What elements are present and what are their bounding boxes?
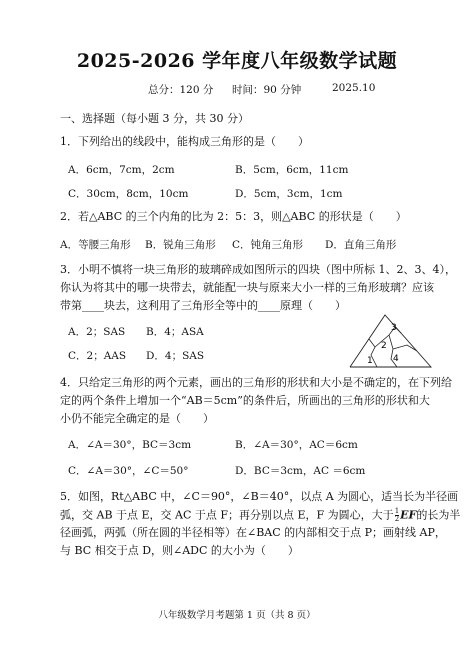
section-heading: 一、选择题（每小题 3 分，共 30 分） — [60, 112, 249, 125]
q2-option-c: C．钝角三角形 — [232, 239, 304, 251]
fig-label-4: 4 — [393, 354, 399, 364]
fraction-denominator: 2 — [394, 515, 400, 523]
q3-option-b: B．4；ASA — [146, 326, 204, 338]
fig-label-3: 3 — [391, 323, 397, 333]
q4-option-a: A．∠A＝30°，BC＝3cm — [68, 439, 192, 451]
fig-label-1: 1 — [367, 356, 373, 366]
q2-option-a: A．等腰三角形 — [60, 239, 131, 251]
q5-line2-start: 弧，交 AB 于点 E，交 AC 于点 F；再分别以点 E，F 为圆心，大于 — [60, 508, 394, 522]
q2-option-d: D．直角三角形 — [325, 239, 397, 251]
q5-line1: 5．如图，Rt△ABC 中，∠C＝90°，∠B＝40°，以点 A 为圆心，适当长为半径画 — [60, 490, 459, 503]
broken-glass-figure — [345, 305, 435, 375]
page-title: 2025-2026 学年度八年级数学试题 — [76, 50, 398, 72]
total-score: 总分：120 分 — [148, 84, 214, 96]
exam-time: 时间：90 分钟 — [232, 84, 302, 96]
q4-line1: 4．只给定三角形的两个元素，画出的三角形的形状和大小是不确定的，在下列给 — [60, 376, 452, 389]
fig-label-2: 2 — [381, 341, 387, 351]
q3-line2: 你认为将其中的哪一块带去，就能配一块与原来大小一样的三角形玻璃？应该 — [60, 281, 434, 294]
q4-option-d: D．BC＝3cm，AC ＝6cm — [235, 465, 366, 477]
q3-line1: 3．小明不慎将一块三角形的玻璃碎成如图所示的四块（图中所标 1、2、3、4）， — [60, 263, 456, 276]
half-fraction — [395, 508, 399, 523]
q3-option-d: D．4；SAS — [146, 350, 205, 362]
q1-option-d: D．5cm，3cm，1cm — [235, 188, 343, 200]
q5-line2 — [60, 508, 460, 523]
q4-line2: 定的两个条件上增加一个“AB＝5cm”的条件后，所画出的三角形的形状和大 — [60, 394, 430, 407]
q3-option-a: A．2；SAS — [68, 326, 126, 338]
exam-date: 2025.10 — [332, 82, 376, 94]
q1-option-c: C．30cm，8cm，10cm — [68, 188, 189, 200]
q3-option-c: C．2；AAS — [68, 350, 127, 362]
q4-option-c: C．∠A＝30°，∠C＝50° — [68, 465, 189, 477]
q2-stem: 2．若△ABC 的三个内角的比为 2：5：3，则△ABC 的形状是（ ） — [60, 210, 407, 223]
q5-line2-end: 的长为半 — [416, 508, 461, 522]
q1-stem: 1．下列给出的线段中，能构成三角形的是（ ） — [60, 135, 309, 148]
q1-option-b: B．5cm，6cm，11cm — [235, 164, 349, 176]
q1-option-a: A．6cm，7cm，2cm — [68, 164, 175, 176]
q4-line3: 小仍不能完全确定的是（ ） — [60, 412, 214, 425]
q5-line4: 与 BC 相交于点 D，则∠ADC 的大小为（ ） — [60, 544, 299, 557]
q2-option-b: B．锐角三角形 — [145, 239, 216, 251]
page-footer: 八年级数学月考题第 1 页（共 8 页） — [158, 610, 316, 621]
segment-ef: EF — [400, 508, 417, 522]
q4-option-b: B．∠A＝30°，AC＝6cm — [235, 439, 358, 451]
q3-line3: 带第____块去，这利用了三角形全等中的____原理（ ） — [60, 299, 346, 312]
fraction-numerator: 1 — [394, 507, 400, 515]
q5-line3: 径画弧，两弧（所在圆的半径相等）在∠BAC 的内部相交于点 P；画射线 AP， — [60, 526, 446, 539]
